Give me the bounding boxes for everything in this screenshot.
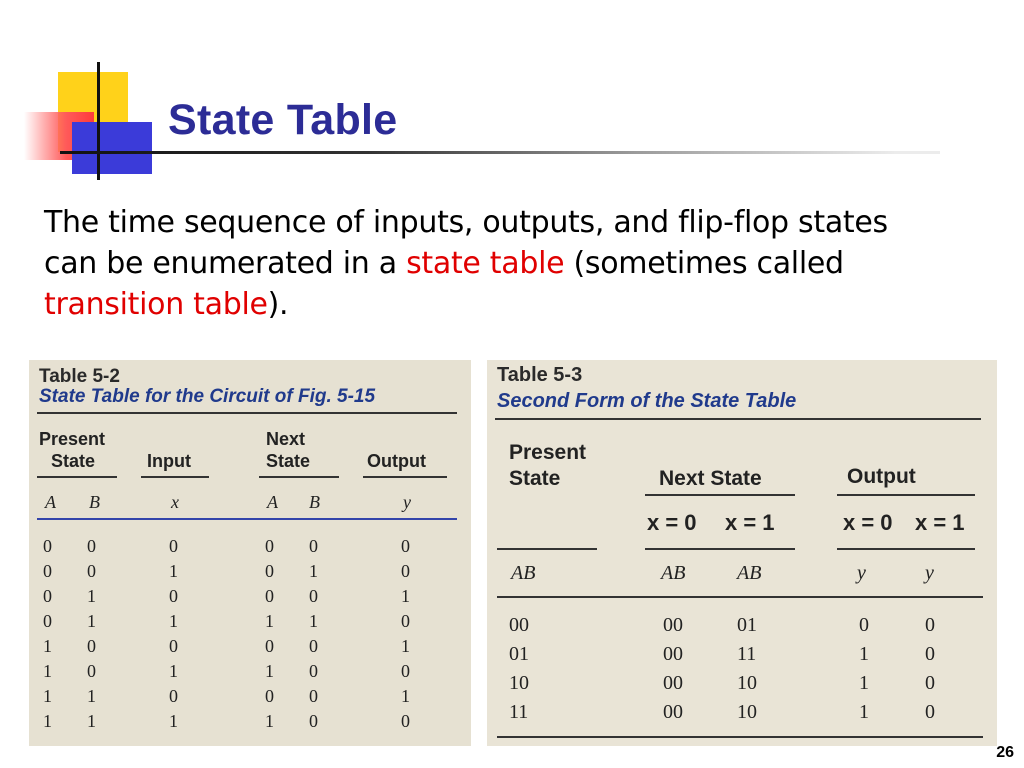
table-cell: 0	[309, 536, 318, 556]
subheader-rule	[497, 596, 983, 598]
table-cell: 00	[663, 672, 683, 694]
table-name: Table 5-3	[497, 364, 583, 386]
table-cell: 1	[309, 561, 318, 581]
table-cell: 00	[663, 701, 683, 723]
table-cell: 0	[265, 536, 274, 556]
table-cell: 0	[265, 561, 274, 581]
eq-label: x = 1	[725, 510, 775, 535]
table-name: Table 5-2	[39, 366, 120, 387]
table-cell: 0	[43, 561, 52, 581]
table-cell: 1	[43, 661, 52, 681]
subheader-b: B	[89, 492, 100, 512]
table-cell: 0	[87, 561, 96, 581]
header-present: Present	[39, 429, 106, 449]
table-cell: 0	[265, 636, 274, 656]
header-rule	[37, 476, 117, 478]
table-cell: 1	[401, 636, 410, 656]
page-number: 26	[996, 744, 1014, 761]
table-cell: 0	[169, 536, 178, 556]
table-cell: 1	[43, 686, 52, 706]
table-rule	[37, 412, 457, 414]
table-cell: 1	[87, 611, 96, 631]
table-cell: 1	[309, 611, 318, 631]
subheader-next-ab-x0: AB	[661, 562, 686, 584]
table-cell: 0	[309, 636, 318, 656]
table-cell: 1	[265, 611, 274, 631]
table-cell: 0	[43, 536, 52, 556]
table-cell: 00	[663, 643, 683, 665]
table-cell: 0	[169, 686, 178, 706]
table-cell: 0	[169, 586, 178, 606]
table-cell: 0	[309, 686, 318, 706]
subheader-y-x0: y	[857, 562, 866, 584]
header-next-state: Next State	[659, 467, 762, 490]
table-rule	[495, 418, 981, 420]
table-cell: 00	[663, 614, 683, 636]
table-cell: 1	[265, 711, 274, 731]
subheader-a: A	[45, 492, 56, 512]
table-cell: 0	[309, 661, 318, 681]
slide-logo-decoration	[0, 0, 170, 190]
table-cell: 0	[925, 614, 935, 636]
table-cell: 0	[309, 711, 318, 731]
header-next: Next	[266, 429, 306, 449]
table-cell: 0	[401, 711, 410, 731]
table-cell: 1	[43, 636, 52, 656]
subheader-next-a: A	[267, 492, 278, 512]
table-cell: 1	[169, 661, 178, 681]
eq-label: x = 0	[647, 510, 697, 535]
table-caption: State Table for the Circuit of Fig. 5-15	[39, 386, 376, 407]
header-present: Present	[509, 441, 587, 464]
subheader-ab: AB	[511, 562, 536, 584]
eq-label: x = 1	[915, 510, 965, 535]
table-cell: 11	[509, 701, 529, 723]
table-cell: 0	[925, 643, 935, 665]
table-cell: 01	[737, 614, 757, 636]
subheader-next-b: B	[309, 492, 320, 512]
title-underline	[60, 151, 940, 154]
table-cell: 1	[169, 561, 178, 581]
table-cell: 11	[737, 643, 757, 665]
header-state: State	[509, 467, 561, 490]
table-cell: 0	[309, 586, 318, 606]
table-cell: 0	[859, 614, 869, 636]
header-rule	[837, 494, 975, 496]
table-cell: 0	[265, 586, 274, 606]
subheader-rule	[37, 518, 457, 520]
table-cell: 1	[169, 711, 178, 731]
table-cell: 0	[87, 636, 96, 656]
table-cell: 0	[401, 561, 410, 581]
table-5-3-image	[487, 360, 997, 746]
table-cell: 0	[401, 536, 410, 556]
table-cell: 1	[859, 701, 869, 723]
table-cell: 0	[401, 611, 410, 631]
header-rule	[259, 476, 339, 478]
header-rule	[837, 548, 975, 550]
header-input: Input	[147, 451, 191, 471]
eq-label: x = 0	[843, 510, 893, 535]
table-cell: 00	[509, 614, 529, 636]
table-cell: 1	[87, 711, 96, 731]
header-rule	[497, 548, 597, 550]
body-highlight-state-table: state table	[406, 246, 565, 281]
table-cell: 0	[87, 536, 96, 556]
table-cell: 0	[401, 661, 410, 681]
body-text-part: (sometimes called	[564, 246, 844, 281]
body-highlight-transition-table: transition table	[44, 287, 268, 322]
table-cell: 1	[859, 643, 869, 665]
table-cell: 10	[737, 701, 757, 723]
subheader-x: x	[171, 492, 179, 512]
header-output: Output	[847, 465, 916, 488]
table-cell: 1	[169, 611, 178, 631]
table-cell: 0	[265, 686, 274, 706]
table-caption: Second Form of the State Table	[497, 390, 797, 412]
body-text-part: ).	[267, 287, 289, 322]
header-rule	[363, 476, 447, 478]
table-cell: 1	[401, 686, 410, 706]
table-cell: 0	[169, 636, 178, 656]
table-cell: 0	[87, 661, 96, 681]
table-cell: 10	[509, 672, 529, 694]
header-rule	[645, 548, 795, 550]
header-rule	[141, 476, 209, 478]
table-cell: 1	[87, 686, 96, 706]
table-cell: 1	[401, 586, 410, 606]
subheader-next-ab-x1: AB	[737, 562, 762, 584]
subheader-y-x1: y	[925, 562, 934, 584]
logo-blue-square	[72, 122, 152, 174]
table-cell: 10	[737, 672, 757, 694]
header-state: State	[51, 451, 96, 471]
slide-body-text	[44, 202, 944, 325]
table-bottom-rule	[497, 736, 983, 738]
table-cell: 1	[265, 661, 274, 681]
logo-vertical-line	[97, 62, 100, 180]
table-cell: 0	[43, 611, 52, 631]
header-rule	[645, 494, 795, 496]
table-cell: 1	[43, 711, 52, 731]
table-cell: 1	[859, 672, 869, 694]
table-cell: 0	[925, 672, 935, 694]
slide-title: State Table	[168, 96, 398, 144]
header-next-state: State	[266, 451, 311, 471]
table-cell: 1	[87, 586, 96, 606]
table-5-2-image	[29, 360, 471, 746]
table-cell: 01	[509, 643, 529, 665]
header-output: Output	[367, 451, 426, 471]
table-cell: 0	[925, 701, 935, 723]
table-cell: 0	[43, 586, 52, 606]
subheader-y: y	[403, 492, 411, 512]
body-text-part: The time sequence of inputs, outputs, and flip-flop states can be enumerated in a	[44, 205, 888, 281]
